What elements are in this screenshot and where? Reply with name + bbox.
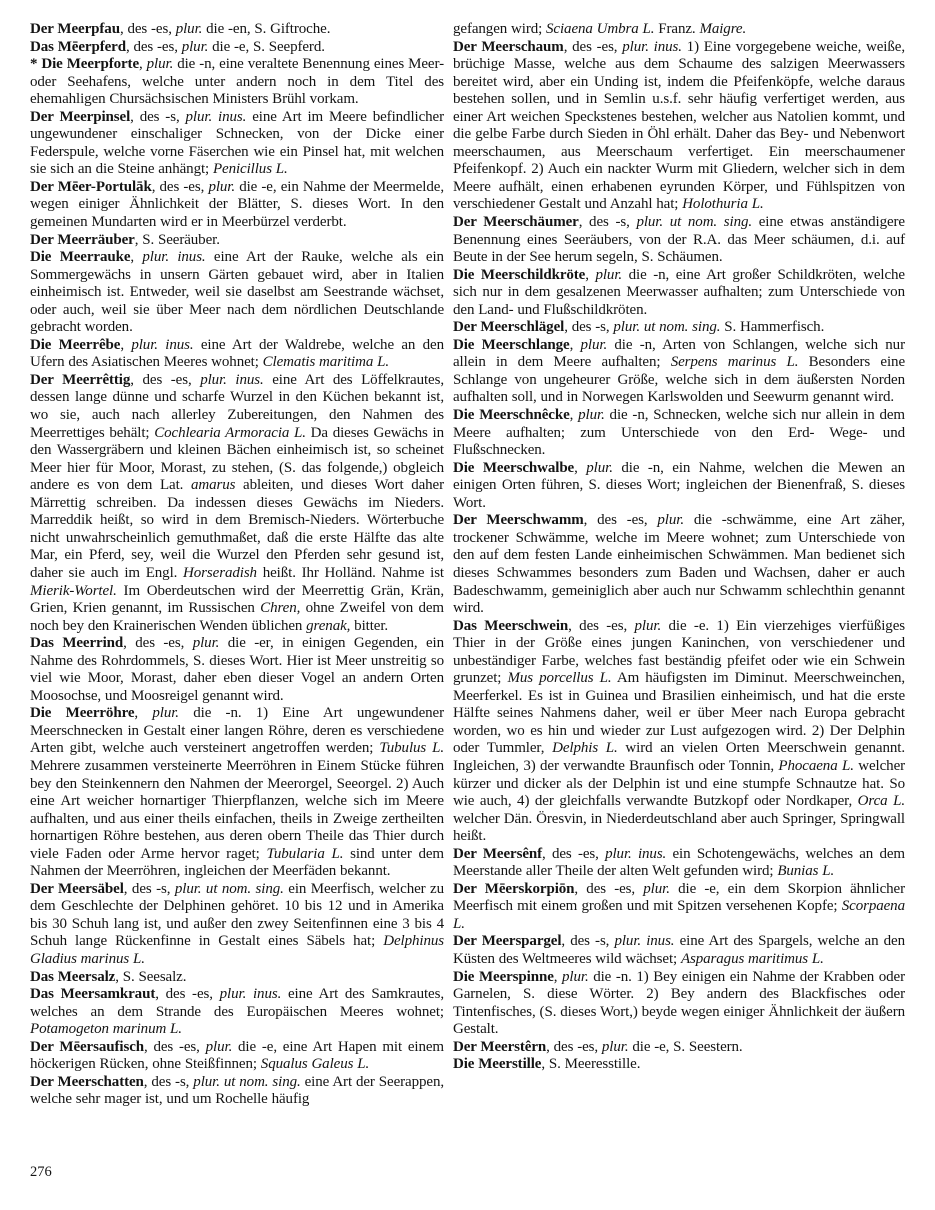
entry-text: , des -s, bbox=[123, 880, 175, 897]
latin-term: plur. bbox=[562, 968, 589, 985]
latin-term: Clematis maritima L. bbox=[262, 354, 389, 371]
entry-text: , bbox=[569, 407, 579, 424]
headword: Der Mēersaufisch bbox=[30, 1038, 144, 1055]
entry-text: die -n, eine veraltete Benennung eines Meer- oder Seehafens, welche unter andern noch in dem Titel des ehemahligen Chursächsischen Ministers Brühl vorkam. bbox=[30, 56, 444, 108]
entry-text: Besonders eine Schlange von ungeheurer Größe, welche sich in dem äußersten Norden aufhalten soll, und in Norwegen Karlswolden und Seewurm genannt wird. bbox=[453, 354, 905, 406]
entry-text: Im Oberdeutschen wird der Meerrettig Grän, Krän, Grien, Krien genannt, im Russischen bbox=[30, 582, 444, 617]
headword: Der Meersäbel bbox=[30, 880, 124, 897]
latin-term: Tubularia L. bbox=[266, 845, 344, 862]
dictionary-entry bbox=[453, 1039, 905, 1057]
entry-text: , des -s, bbox=[578, 214, 637, 231]
headword: Das Meersalz bbox=[30, 968, 116, 985]
latin-term: plur. bbox=[205, 1038, 233, 1055]
dictionary-entry bbox=[30, 109, 444, 179]
entry-text: eine Art der Seerappen, welche sehr mager ist, und um Rochelle häufig bbox=[30, 1073, 444, 1108]
headword: Der Mēerskorpiōn bbox=[453, 880, 575, 897]
latin-term: plur. inus. bbox=[185, 108, 247, 125]
headword: Der Meerschwamm bbox=[453, 512, 584, 529]
latin-term: plur. inus. bbox=[605, 845, 667, 862]
entry-text: eine Art der Waldrebe, welche an den Ufern des Asiatischen Meeres wohnet; bbox=[30, 336, 444, 371]
entry-text: die -e, eine Art Hapen mit einem höckerigen Rücken, ohne Steißfinnen; bbox=[30, 1038, 444, 1073]
entry-text: sind unter dem Nahmen der Meerröhren, ingleichen der Meerfäden bekannt. bbox=[30, 845, 444, 880]
latin-term: plur. bbox=[175, 21, 203, 37]
dictionary-entry bbox=[453, 969, 905, 1039]
latin-term: Squalus Galeus L. bbox=[260, 1056, 370, 1073]
entry-text: 1) Eine vorgegebene weiche, weiße, brüchige Masse, welche aus dem Schaume des salzigen Meerwassers bereitet wird, aber ein Unding ist, indem die Pfeifenköpfe, welche daraus bestehen sollen, und in Semlin u.s.f. sehr häufig verfertiget werden, aus einer Art weichen Speckstenes bestehen, welcher aus Natolien kommt, und die gelbe Farbe durch Sieden in Öhl erhält. Daher das Bey- und Nebenwort meerschaumen, aus Meerschaum verfertiget. Ein meerschaumener Pfeifenkopf. 2) Auch ein nackter Wurm mit Gliedern, welcher sich in dem Meere aufhält, einen erhabenen eyrunden Körper, und Fühlspitzen von verschiedener Gestalt und Anzahl hat; bbox=[453, 38, 905, 213]
latin-term: Potamogeton marinum L. bbox=[30, 1021, 182, 1038]
dictionary-entry bbox=[453, 512, 905, 617]
entry-text: ein Meerfisch, welcher zu dem Geschlechte der Delphinen gehöret. 10 bis 12 und in Amerika bis 30 Schuh lang ist, und außer den zwey Seitenfinnen eine 3 bis 4 Schuh lange Rückenfinne in Gestalt eines Säbels hat; bbox=[30, 880, 444, 950]
entry-text: , des -es, bbox=[155, 986, 220, 1003]
entry-text: die -e, S. Seepferd. bbox=[208, 38, 325, 55]
headword: Die Meerrauke bbox=[30, 249, 131, 266]
entry-text: welcher Dän. Öresvin, in Niederdeutschland aber auch Springer, Springwall heißt. bbox=[453, 810, 905, 845]
entry-text: eine Art des Löffelkrautes, dessen lange dünne und scharfe Wurzel in den Küchen bekannt ist, wo sie, auch nach allerley Zubereitungen, den Nahmen des Meerrettiges behält; bbox=[30, 371, 444, 441]
entry-text: S. Hammerfisch. bbox=[720, 319, 825, 336]
latin-term: Asparagus maritimus L. bbox=[680, 950, 824, 967]
entry-text: , bbox=[574, 459, 587, 476]
headword: Der Meerspargel bbox=[453, 933, 562, 950]
latin-term: Orca L. bbox=[857, 793, 905, 810]
headword: Die Meerspinne bbox=[453, 968, 554, 985]
dictionary-entry bbox=[30, 21, 444, 39]
entry-text: ohne Zweifel von dem noch bey den Krainerischen Wenden üblichen bbox=[30, 600, 444, 634]
dictionary-entry bbox=[30, 337, 444, 372]
entry-text: , bbox=[134, 705, 153, 722]
latin-term: Phocaena L. bbox=[778, 757, 854, 774]
entry-text: die -en, S. Giftroche. bbox=[202, 21, 331, 37]
latin-term: Scorpaena L. bbox=[453, 898, 905, 932]
entry-text: , des -es, bbox=[546, 1038, 602, 1055]
latin-term: plur. bbox=[181, 38, 209, 55]
entry-text: , des -es, bbox=[151, 178, 209, 195]
latin-term: plur. inus. bbox=[614, 933, 675, 950]
entry-text: , S. Seesalz. bbox=[115, 968, 187, 985]
latin-term: plur. bbox=[595, 266, 623, 283]
headword: Der Meerschatten bbox=[30, 1073, 144, 1090]
left-column bbox=[30, 21, 444, 1109]
headword: Die Meerschnêcke bbox=[453, 407, 570, 424]
latin-term: plur. ut nom. sing. bbox=[613, 319, 721, 336]
dictionary-entry bbox=[30, 56, 444, 109]
latin-term: plur. ut nom. sing. bbox=[174, 880, 284, 897]
entry-text: , S. Meeresstille. bbox=[541, 1056, 641, 1073]
headword: Die Meerschildkröte bbox=[453, 266, 586, 283]
latin-term: plur. ut nom. sing. bbox=[193, 1073, 301, 1090]
headword: Der Meerrêttig bbox=[30, 371, 131, 388]
headword: Der Meerräuber bbox=[30, 231, 135, 248]
latin-term: plur. bbox=[578, 407, 605, 424]
headword: Der Meerschlägel bbox=[453, 319, 565, 336]
entry-text: eine Art des Samkrautes, welches an dem Strande des Europäischen Meeres wohnet; bbox=[30, 986, 444, 1020]
latin-term: Penicillus L. bbox=[212, 161, 288, 178]
headword: Der Meersênf bbox=[453, 845, 543, 862]
entry-text: die -e, ein dem Skorpion ähnlicher Meerfisch mit einem großen und mit Spitzen versehenen Kopfe; bbox=[453, 880, 905, 915]
dictionary-entry bbox=[453, 933, 905, 968]
entry-text: eine Art der Rauke, welche als ein Sommergewächs in unsern Gärten gebauet wird, aber in Italien einheimisch ist. Entweder, weil sie daselbst am Seestrande wächset, oder auch, weil sie über Meer nach dem nördlichen Deutschlande gebracht worden. bbox=[30, 249, 444, 336]
page-number: 276 bbox=[30, 1164, 52, 1180]
entry-text: , bbox=[120, 336, 132, 353]
dictionary-entry bbox=[30, 881, 444, 969]
headword: Der Meerschaum bbox=[453, 38, 564, 55]
dictionary-entry bbox=[30, 969, 444, 987]
latin-term: Delphinus Gladius marinus L. bbox=[30, 933, 444, 967]
entry-text: , bbox=[569, 336, 581, 353]
dictionary-entry bbox=[30, 39, 444, 57]
latin-term: plur. bbox=[146, 56, 174, 73]
entry-text: , des -es, bbox=[568, 617, 635, 634]
entry-text: , bbox=[139, 56, 147, 73]
dictionary-entry bbox=[453, 846, 905, 881]
entry-text: , des -es, bbox=[125, 38, 182, 55]
dictionary-entry bbox=[453, 337, 905, 407]
entry-text: Am häufigsten im Diminut. Meerschweinchen, Meerferkel. Es ist in Guinea und Brasilien einheimisch, und hat die erste Hälfte seines Nahmens daher, weil er über Meer nach Europa gebracht worden, wo es hin und wieder zur Lust aufgezogen wird. 2) Der Delphin oder Tummler, bbox=[453, 670, 906, 757]
entry-text: , bbox=[130, 249, 143, 266]
entry-text: die -e, ein Nahme der Meermelde, wegen einiger Ähnlichkeit der Blätter, S. dieses Wort. In den gemeinen Mundarten wird er in Meerbürzel verderbt. bbox=[30, 178, 444, 231]
entry-text: , des -es, bbox=[144, 1038, 206, 1055]
entry-text: eine Art im Meere befindlicher ungewundener einschaliger Schnecken, von der Dicke einer Federspule, welche vorne Fäserchen wie ein Pinsel hat, mit welchen sie sich an die Steine anhängt; bbox=[30, 108, 444, 178]
latin-term: plur. ut nom. sing. bbox=[636, 214, 753, 231]
dictionary-entry bbox=[453, 460, 905, 513]
latin-term: plur. inus. bbox=[131, 336, 194, 353]
dictionary-entry bbox=[30, 1074, 444, 1109]
latin-term: Cochlearia Armoracia L. bbox=[154, 424, 306, 441]
latin-term: plur. bbox=[657, 512, 684, 529]
headword: Das Meersamkraut bbox=[30, 986, 156, 1003]
entry-text: eine etwas anständigere Benennung eines Seeräubers, von der R.A. das Meer schäumen, d.i. auf Beute in der See herum segeln, S. Schäumen. bbox=[453, 214, 905, 266]
dictionary-entry bbox=[453, 407, 905, 460]
dictionary-entry bbox=[30, 1039, 444, 1074]
latin-term: Horseradish bbox=[183, 564, 257, 581]
latin-term: plur. bbox=[580, 336, 608, 353]
headword: * Die Meerpforte bbox=[30, 56, 139, 73]
entry-text: , des -s, bbox=[561, 933, 615, 950]
entry-text: die -n, Schnecken, welche sich nur allein in dem Meere aufhalten; zum Unterschiede von den Erd- Wege- und Flußschnecken. bbox=[453, 407, 905, 459]
entry-text: die -n, eine Art großer Schildkröten, welche sich nur in dem gesalzenen Meerwasser aufhalten; zum Unterschiede von den Land- und Flußschildkröten. bbox=[453, 266, 905, 318]
latin-term: Serpens marinus L. bbox=[670, 354, 799, 371]
entry-text: die -n, Arten von Schlangen, welche sich nur allein in dem Meere aufhalten; bbox=[453, 336, 905, 371]
latin-term: plur. inus. bbox=[200, 371, 264, 388]
entry-text: Da dieses Gewächs in den Wassergräbern und kleinen Bächen einheimisch ist, so scheinet Meer hier für Moor, Morast, zu stehen, (S. das folgende,) obgleich andere es von dem Lat. bbox=[30, 424, 444, 494]
latin-term: plur. bbox=[192, 635, 220, 652]
entry-text: , des -es, bbox=[563, 38, 623, 55]
entry-text: gefangen wird; bbox=[453, 21, 547, 37]
entry-text: die -e. 1) Ein vierzehiges vierfüßiges Thier in der Größe eines jungen Kaninchen, von verschiedener und unbeständiger Farbe, welches fast beständig pfeifet oder wie ein Schwein grunzet; bbox=[453, 617, 905, 687]
dictionary-entry bbox=[30, 705, 444, 880]
entry-text: , des -s, bbox=[564, 319, 614, 336]
headword: Die Meerrêbe bbox=[30, 336, 121, 353]
headword: Der Meerstêrn bbox=[453, 1038, 547, 1055]
dictionary-entry bbox=[453, 881, 905, 934]
latin-term: Holothuria L. bbox=[682, 196, 764, 213]
entry-text: , des -es, bbox=[123, 635, 193, 652]
latin-term: Tubulus L. bbox=[379, 740, 445, 757]
entry-text: die -schwämme, eine Art zäher, trockener Schwämme, welche im Meere wohnet; zum Unterschiede von den auf dem festen Lande einheimischen Schwämmen. Man bedienet sich dieses Schwammes besonders zum Baden und Wachsen, daher er auch Badeschwamm, gemeiniglich aber auch nur Schwamm schlechthin genannt wird. bbox=[453, 512, 906, 617]
latin-term: Chren, bbox=[260, 600, 301, 617]
entry-text: die -n. 1) Bey einigen ein Nahme der Krabben oder Garnelen, S. diese Wörter. 2) Bey andern des Blackfisches oder Tintenfisches, (S. dieses Wort,) beyde wegen einiger Ähnlichkeit der äußern Gestalt. bbox=[453, 968, 906, 1038]
entry-text: , des -es, bbox=[542, 845, 606, 862]
entry-text: , des -s, bbox=[130, 108, 186, 125]
dictionary-entry bbox=[453, 267, 905, 320]
entry-text: , des -es, bbox=[119, 21, 176, 37]
latin-term: Delphis L. bbox=[552, 740, 618, 757]
dictionary-entry bbox=[453, 1056, 905, 1074]
latin-term: Maigre. bbox=[699, 21, 747, 37]
headword: Die Meerröhre bbox=[30, 705, 135, 722]
entry-text: die -e, S. Seestern. bbox=[628, 1038, 743, 1055]
dictionary-entry bbox=[453, 214, 905, 267]
latin-term: amarus bbox=[190, 477, 236, 494]
latin-term: grenak, bbox=[306, 617, 351, 634]
headword: Der Meerschäumer bbox=[453, 214, 579, 231]
entry-text: , des -es, bbox=[130, 371, 201, 388]
latin-term: Bunias L. bbox=[777, 863, 835, 880]
latin-term: plur. bbox=[601, 1038, 629, 1055]
entry-text: , S. Seeräuber. bbox=[134, 231, 220, 248]
headword: Die Meerstille bbox=[453, 1056, 542, 1073]
latin-term: plur. bbox=[586, 459, 613, 476]
latin-term: plur. bbox=[152, 705, 179, 722]
entry-text: ableiten, und dieses Wort daher Märrettig schreiben. Da indessen dieses Gewächs im Nieders. Marreddik heißt, so wird in dem Bremisch-Nieders. Wörterbuche nicht unwahrscheinlich gemuthmaßet, daß die erste Hälfte das alte Mar, ein Pferd, sey, weil die Wurzel den Pferden sehr gesund ist, daher sie auch im Engl. bbox=[30, 477, 444, 581]
headword: Das Meerrind bbox=[30, 635, 124, 652]
latin-term: plur. bbox=[208, 178, 236, 195]
entry-text: eine Art des Spargels, welche an den Küsten des Weltmeeres wild wächset; bbox=[453, 933, 906, 967]
entry-text: heißt. Ihr Holländ. Nahme ist bbox=[256, 564, 444, 581]
headword: Der Mēer-Portulāk bbox=[30, 178, 152, 195]
headword: Der Meerpinsel bbox=[30, 108, 131, 125]
entry-text: die -er, in einigen Gegenden, ein Nahme des Rohrdommels, S. dieses Wort. Hier ist Meer unstreitig so viel wie Moor, Morast, daher eben dieser Vogel an andern Orten Moosochse, und Moosreigel genannt wird. bbox=[30, 635, 444, 704]
entry-text: , bbox=[585, 266, 596, 283]
dictionary-entry bbox=[30, 986, 444, 1039]
entry-text: , des -s, bbox=[143, 1073, 194, 1090]
entry-text: bitter. bbox=[350, 617, 389, 634]
latin-term: Mierik-Wortel. bbox=[30, 582, 117, 599]
dictionary-entry bbox=[453, 618, 905, 846]
right-column bbox=[453, 21, 905, 1074]
latin-term: Mus porcellus L. bbox=[507, 670, 612, 687]
entry-text: , des -es, bbox=[574, 880, 644, 897]
latin-term: plur. inus. bbox=[219, 986, 282, 1003]
entry-text: die -n. 1) Eine Art ungewundener Meerschnecken in Gestalt einer langen Röhre, deren es verschiedene Arten gibt, welche auch versteinert angetroffen werden; bbox=[30, 705, 444, 757]
entry-text: wird an vielen Orten Meerschwein genannt. Ingleichen, 3) der verwandte Braunfisch oder Tonnin, bbox=[453, 740, 905, 774]
headword: Das Meerschwein bbox=[453, 617, 569, 634]
dictionary-entry bbox=[30, 249, 444, 337]
dictionary-entry bbox=[30, 372, 444, 635]
dictionary-entry bbox=[453, 39, 905, 214]
entry-text: ein Schotengewächs, welches an dem Meerstande aller Theile der alten Welt gefunden wird; bbox=[453, 845, 905, 880]
dictionary-entry bbox=[453, 21, 905, 39]
entry-text: , bbox=[553, 968, 563, 985]
headword: Die Meerschwalbe bbox=[453, 459, 575, 476]
headword: Die Meerschlange bbox=[453, 336, 570, 353]
entry-text: die -n, ein Nahme, welchen die Mewen an einigen Orten führen, S. dieses Wort; ingleichen der Bienenfraß, S. dieses Wort. bbox=[453, 459, 905, 511]
dictionary-entry bbox=[30, 179, 444, 232]
latin-term: Sciaena Umbra L. bbox=[546, 21, 655, 37]
entry-text: , des -es, bbox=[583, 512, 658, 529]
entry-text: Mehrere zusammen versteinerte Meerröhren in Einem Stücke führen bey den Steinkennern den Nahmen der Meerorgel, Seeorgel. 2) Auch eine Art weicher hornartiger Thierpflanzen, welche sich im Meere aufhalten, und aus einer theils einfachen, theils in Zweige zertheilten hornartigen Röhre bestehen, aus deren obern Theile das Thier durch viele Faden oder Arme hervor raget; bbox=[30, 757, 444, 862]
latin-term: plur. inus. bbox=[142, 249, 206, 266]
entry-text: Franz. bbox=[654, 21, 700, 37]
dictionary-entry bbox=[453, 319, 905, 337]
headword: Der Meerpfau bbox=[30, 21, 120, 37]
latin-term: plur. bbox=[643, 880, 670, 897]
latin-term: plur. inus. bbox=[622, 38, 682, 55]
dictionary-entry bbox=[30, 635, 444, 705]
headword: Das Mēerpferd bbox=[30, 38, 126, 55]
dictionary-entry bbox=[30, 232, 444, 250]
entry-text: welcher kürzer und dicker als der Delphin ist und eine stumpfe Schnautze hat. So wie auch, 4) der gleichfalls verwandte Butzkopf oder Nordkaper, bbox=[453, 757, 906, 810]
latin-term: plur. bbox=[634, 617, 662, 634]
